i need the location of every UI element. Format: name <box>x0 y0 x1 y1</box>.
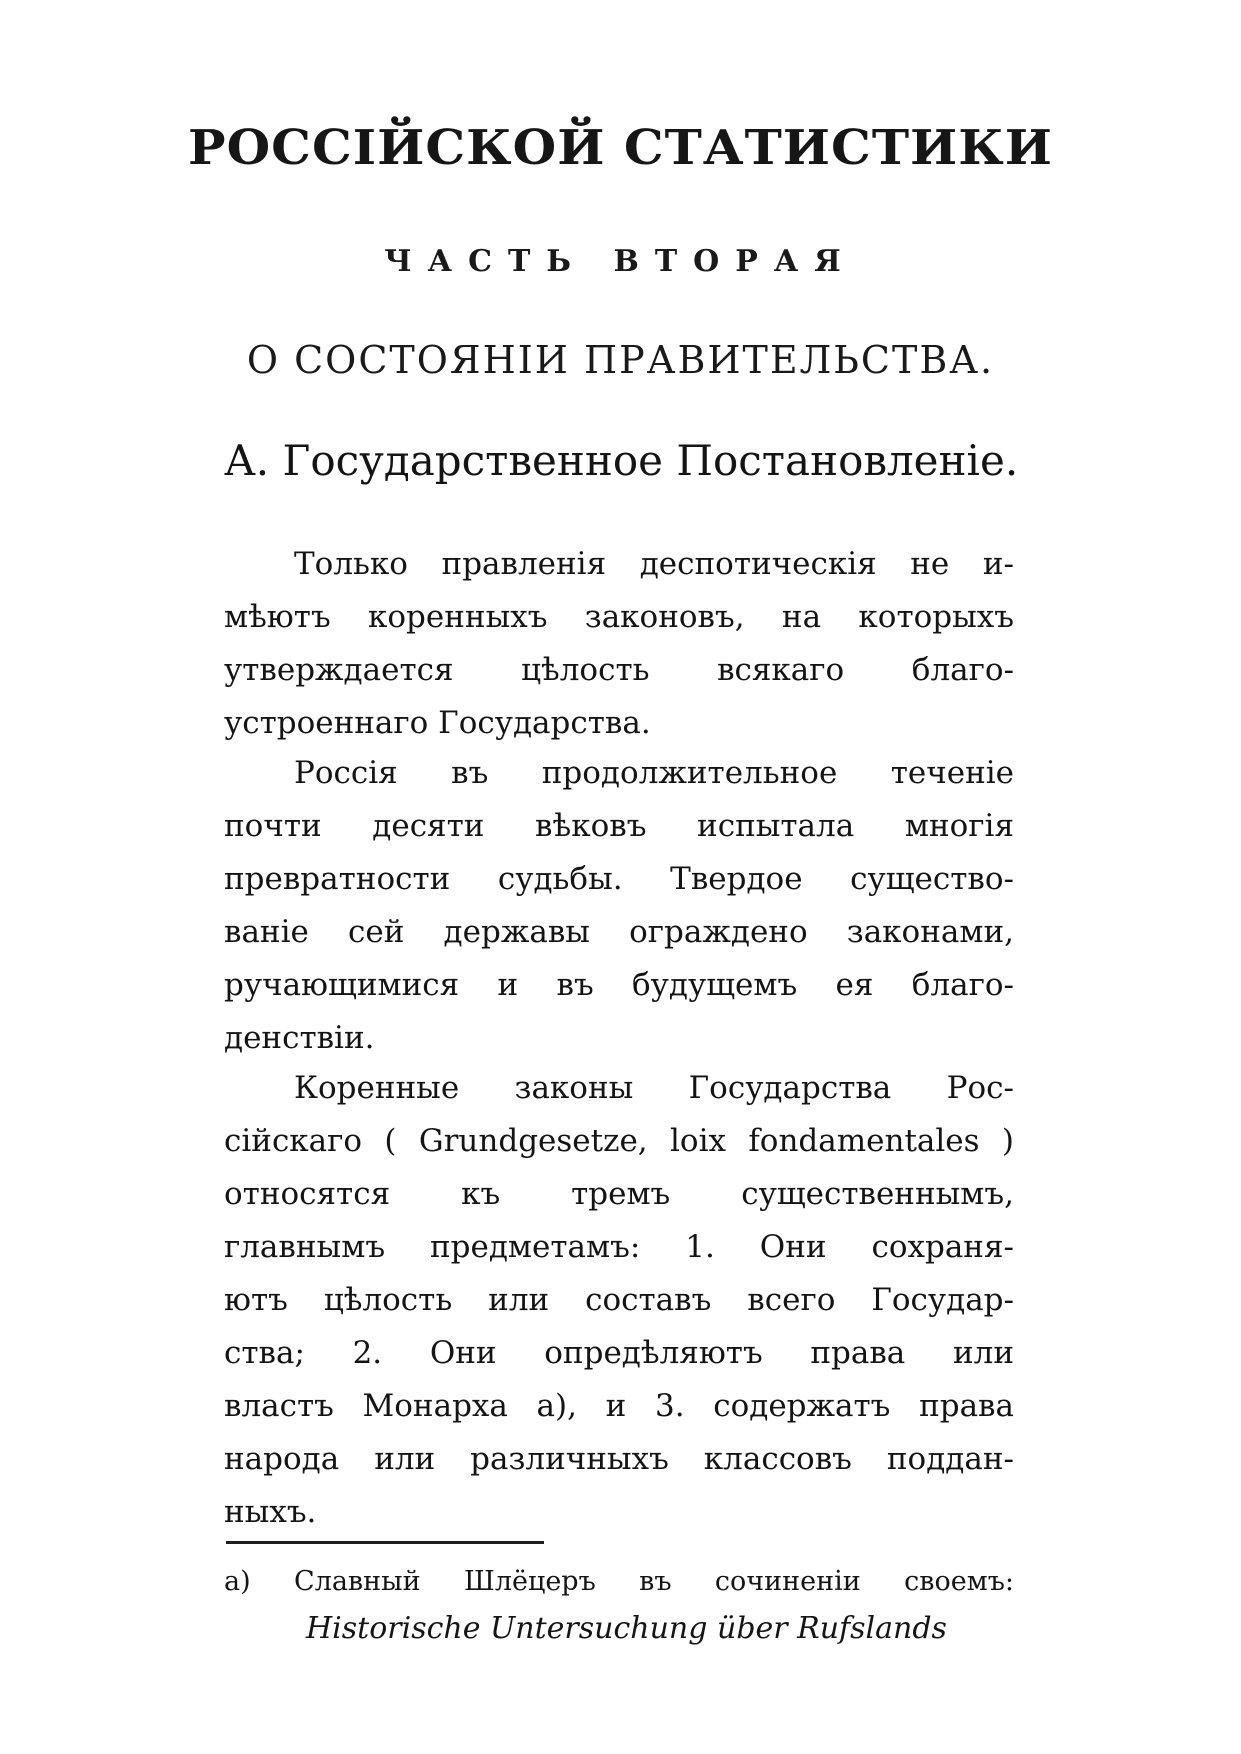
paragraph-line: главнымъ предметамъ: 1. Они сохраня- <box>224 1229 1014 1265</box>
paragraph-line: ства; 2. Они опредѣляютъ права или <box>224 1335 1014 1371</box>
paragraph-line: ныхъ. <box>224 1494 317 1530</box>
section-heading: А. Государственное Постановленіе. <box>224 436 1019 485</box>
footnote-line: а) Славный Шлёцеръ въ сочиненіи своемъ: <box>224 1566 1014 1597</box>
footnote-divider <box>226 1541 544 1544</box>
paragraph-line: Россія въ продолжительное теченіе <box>294 755 1014 791</box>
paragraph-line: ютъ цѣлость или составъ всего Государ- <box>224 1282 1014 1318</box>
paragraph-line: превратности судьбы. Твердое существо- <box>224 861 1014 897</box>
paragraph-line: мѣютъ коренныхъ законовъ, на которыхъ <box>224 599 1014 635</box>
paragraph-line: утверждается цѣлость всякаго благо- <box>224 652 1014 688</box>
paragraph-line: относятся къ тремъ существеннымъ, <box>224 1176 1014 1212</box>
paragraph-2 <box>224 747 1014 1065</box>
footnote <box>224 1558 1014 1652</box>
paragraph-1 <box>224 538 1014 750</box>
paragraph-line: почти десяти вѣковъ испытала многія <box>224 808 1014 844</box>
footnote-citation: Historische Untersuchung über Rufslands <box>306 1611 947 1646</box>
paragraph-line: Только правленія деспотическія не и- <box>294 546 1014 582</box>
paragraph-line: денствіи. <box>224 1020 375 1056</box>
subject-heading: О СОСТОЯНІИ ПРАВИТЕЛЬСТВА. <box>246 338 995 382</box>
page-title: РОССІЙСКОЙ СТАТИСТИКИ <box>188 119 1053 176</box>
paragraph-line: ваніе сей державы ограждено законами, <box>224 914 1014 950</box>
paragraph-line: народа или различныхъ классовъ поддан- <box>224 1441 1014 1477</box>
paragraph-line: Коренные законы Государства Рос- <box>294 1070 1014 1106</box>
paragraph-line: властъ Монарха а), и 3. содержатъ права <box>224 1388 1014 1424</box>
paragraph-line: сійскаго ( Grundgesetze, loix fondamentales ) <box>224 1123 1014 1159</box>
paragraph-line: ручающимися и въ будущемъ ея благо- <box>224 967 1014 1003</box>
paragraph-line: устроеннаго Государства. <box>224 705 651 741</box>
paragraph-3 <box>224 1062 1014 1539</box>
part-heading: ЧАСТЬ ВТОРАЯ <box>384 244 857 279</box>
